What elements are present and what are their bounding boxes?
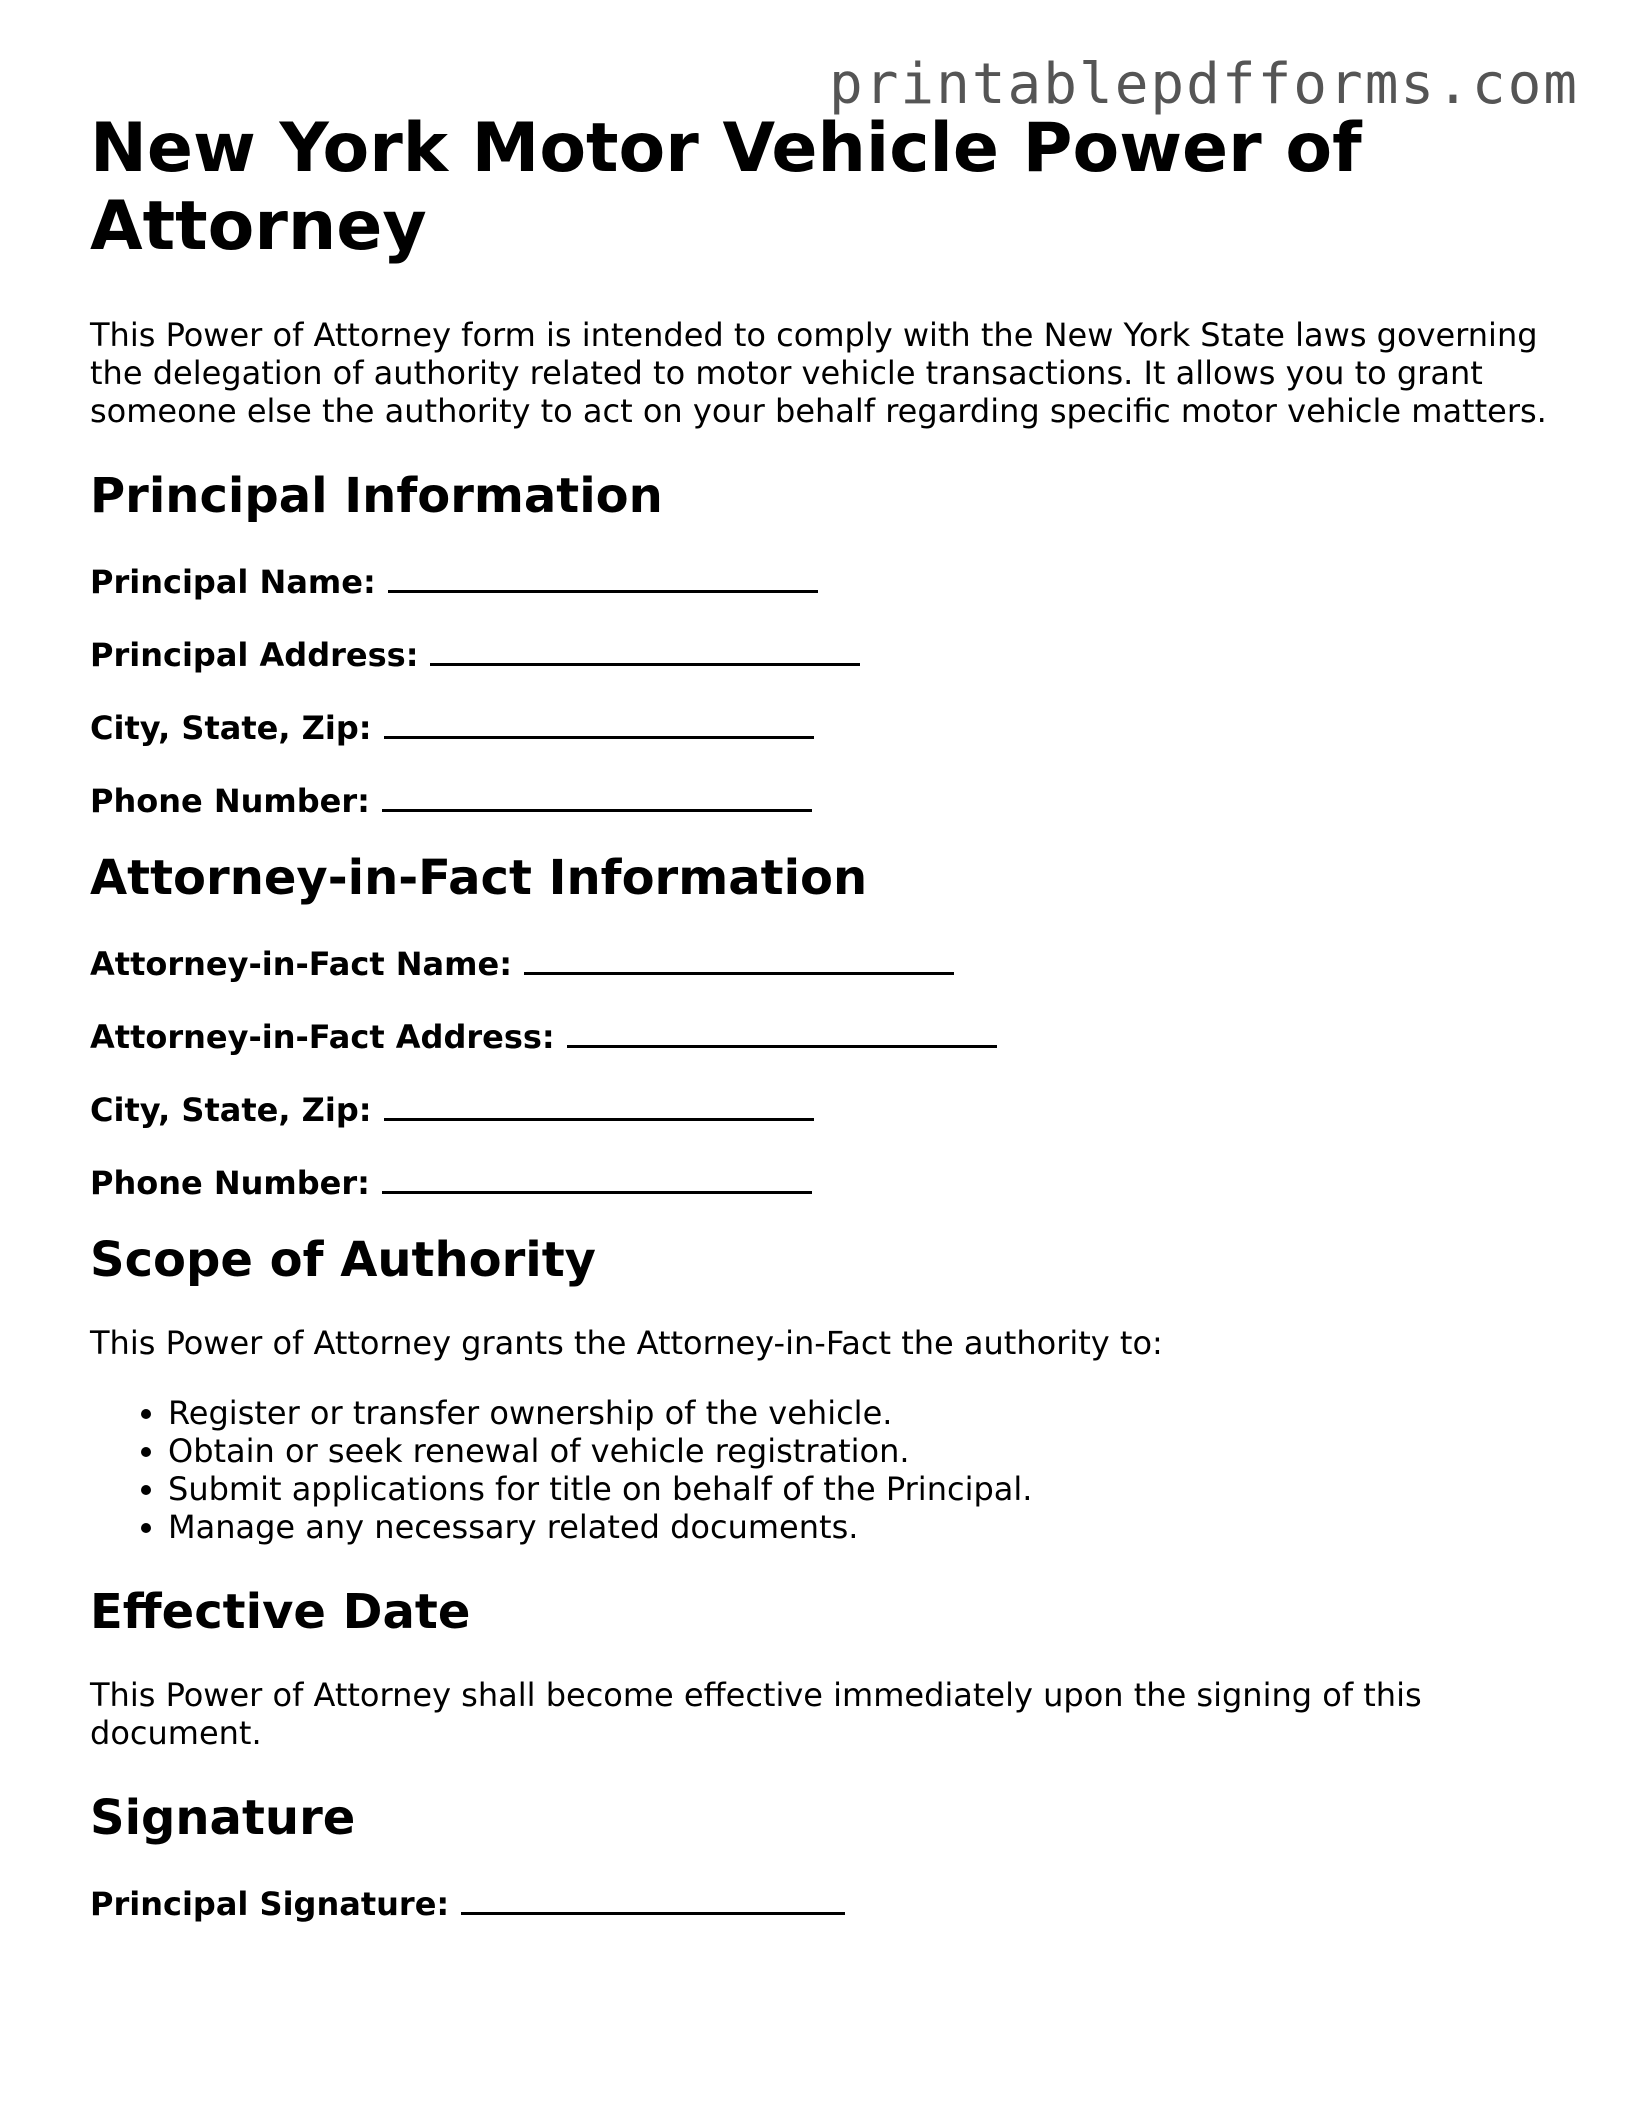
principal-city-state-zip-field [90, 706, 1560, 747]
principal-heading: Principal Information [90, 468, 663, 524]
intro-paragraph: This Power of Attorney form is intended to comply with the New York State laws governing the delegation of authority related to motor vehicle transactions. It allows you to grant someone else the authority to act on your behalf regarding specific motor vehicle matters. [90, 316, 1547, 430]
attorney-address-blank[interactable] [567, 1015, 997, 1048]
principal-phone-blank[interactable] [382, 779, 812, 812]
scope-heading: Scope of Authority [90, 1232, 596, 1288]
attorney-phone-field [90, 1161, 1560, 1202]
attorney-phone-label: Phone Number: [90, 1164, 370, 1202]
attorney-heading: Attorney-in-Fact Information [90, 850, 868, 906]
principal-address-field [90, 633, 1560, 674]
principal-address-blank[interactable] [430, 633, 860, 666]
attorney-name-blank[interactable] [524, 942, 954, 975]
attorney-phone-blank[interactable] [382, 1161, 812, 1194]
effective-heading: Effective Date [90, 1584, 471, 1640]
scope-section [90, 1232, 1560, 1546]
principal-city-state-zip-blank[interactable] [384, 706, 814, 739]
attorney-city-state-zip-blank[interactable] [384, 1088, 814, 1121]
attorney-section [90, 850, 1560, 1202]
list-item: • Submit applications for title on behalf of the Principal. [168, 1470, 1560, 1508]
list-item: • Manage any necessary related documents. [168, 1508, 1560, 1546]
principal-city-state-zip-label: City, State, Zip: [90, 709, 372, 747]
list-item: • Obtain or seek renewal of vehicle registration. [168, 1432, 1560, 1470]
principal-phone-field [90, 779, 1560, 820]
principal-phone-label: Phone Number: [90, 782, 370, 820]
scope-lead: This Power of Attorney grants the Attorney-in-Fact the authority to: [90, 1324, 1163, 1362]
attorney-name-field [90, 942, 1560, 983]
principal-name-label: Principal Name: [90, 563, 376, 601]
attorney-city-state-zip-field [90, 1088, 1560, 1129]
attorney-city-state-zip-label: City, State, Zip: [90, 1091, 372, 1129]
principal-name-field [90, 560, 1560, 601]
principal-section [90, 468, 1560, 820]
principal-signature-label: Principal Signature: [90, 1885, 450, 1923]
attorney-name-label: Attorney-in-Fact Name: [90, 945, 512, 983]
signature-section [90, 1790, 1560, 1923]
principal-name-blank[interactable] [388, 560, 818, 593]
document-title: New York Motor Vehicle Power of Attorney [90, 109, 1362, 266]
document-page [90, 110, 1560, 1923]
attorney-address-label: Attorney-in-Fact Address: [90, 1018, 555, 1056]
effective-section [90, 1584, 1560, 1752]
attorney-address-field [90, 1015, 1560, 1056]
principal-signature-field [90, 1882, 1560, 1923]
signature-heading: Signature [90, 1790, 356, 1846]
principal-address-label: Principal Address: [90, 636, 419, 674]
powers-list [90, 1394, 1560, 1546]
effective-text: This Power of Attorney shall become effective immediately upon the signing of this document. [90, 1676, 1422, 1752]
site-watermark: printablepdfforms.com [828, 52, 1579, 117]
list-item: • Register or transfer ownership of the vehicle. [168, 1394, 1560, 1432]
principal-signature-blank[interactable] [461, 1882, 845, 1915]
